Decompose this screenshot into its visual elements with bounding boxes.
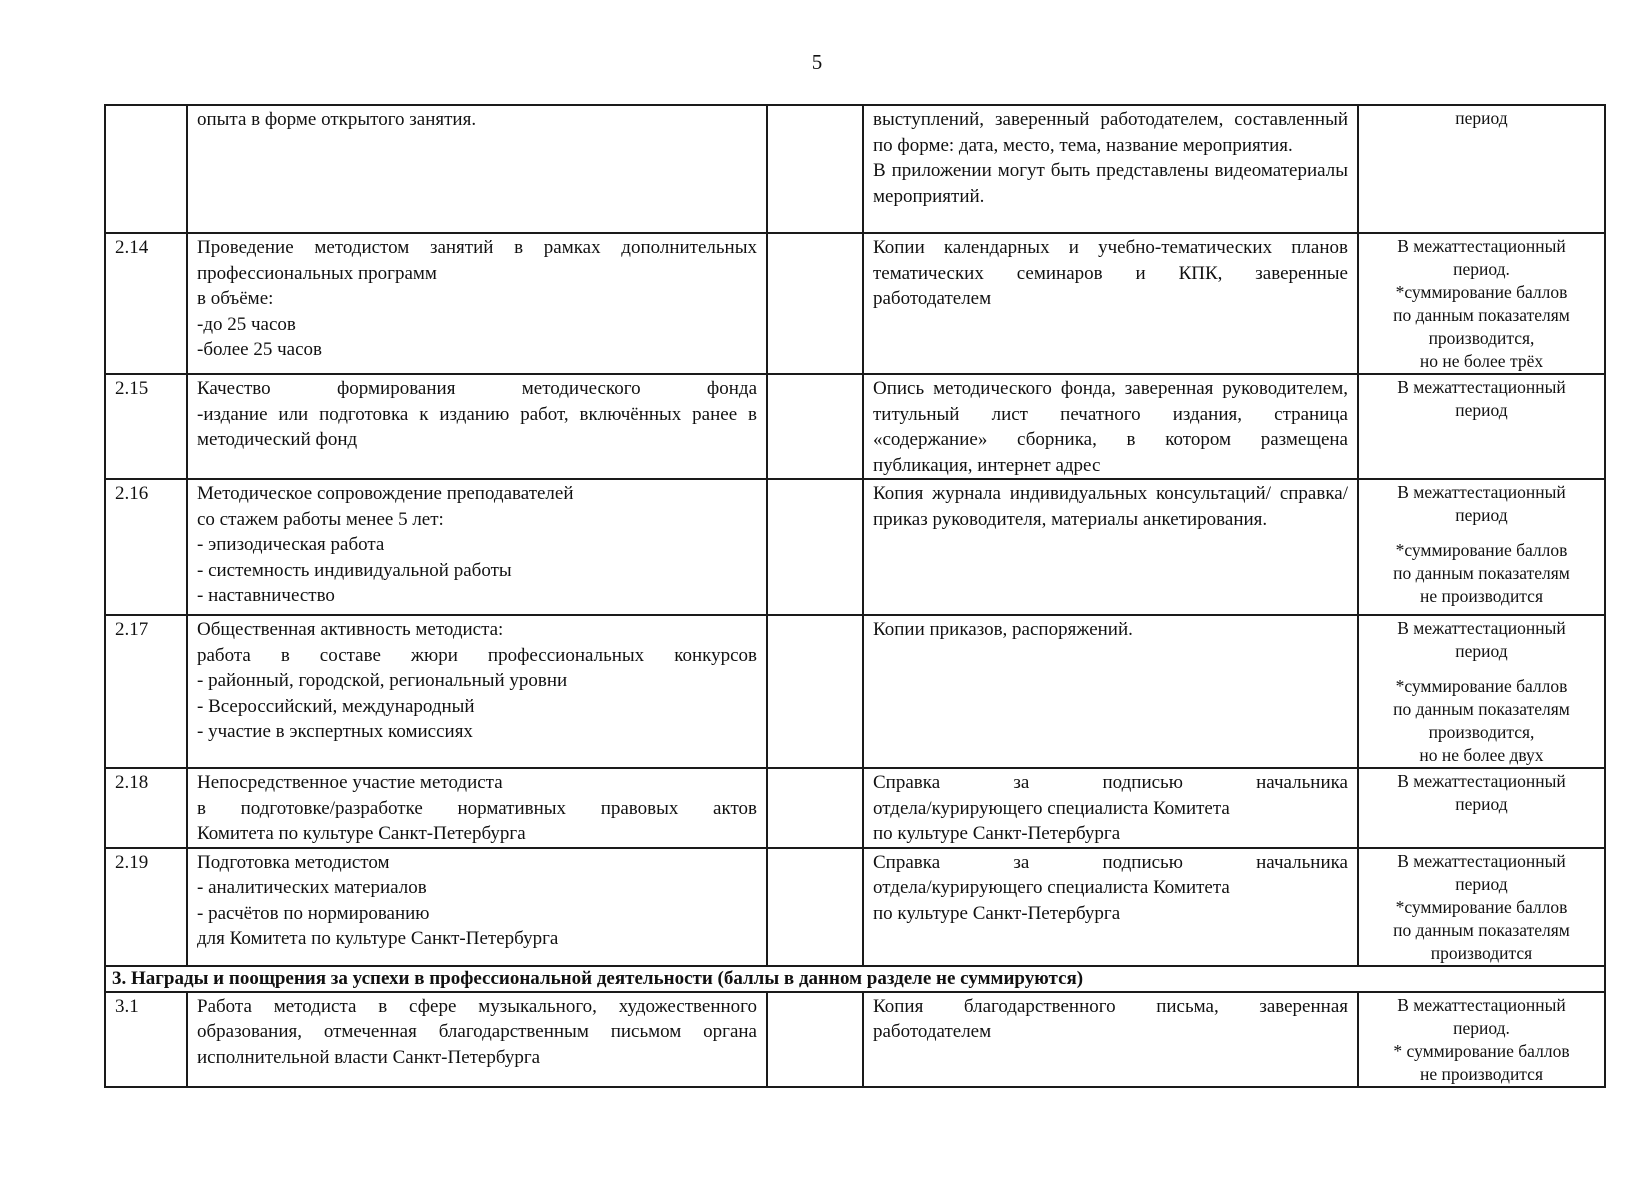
criterion-cell	[187, 374, 767, 479]
period-cell	[1358, 768, 1605, 848]
table-row	[105, 233, 1605, 374]
score-cell	[767, 479, 863, 615]
period-gap	[1368, 663, 1595, 675]
documents-cell	[863, 615, 1358, 768]
period-line: период	[1455, 873, 1508, 894]
period-line: но не более трёх	[1419, 351, 1544, 371]
period-gap	[1368, 527, 1595, 539]
score-cell	[767, 233, 863, 374]
period-cell	[1358, 479, 1605, 615]
period-line: не производится	[1420, 1063, 1543, 1084]
criterion-line: -издание или подготовка к изданию работ, включённых ранее в методический фонд	[197, 403, 757, 450]
row-number: 2.14	[105, 233, 187, 374]
criterion-cell	[187, 992, 767, 1087]
period-line: *суммирование баллов	[1395, 540, 1568, 560]
documents-cell	[863, 374, 1358, 479]
documents-cell	[863, 105, 1358, 233]
score-cell	[767, 992, 863, 1087]
period-line: производится,	[1428, 722, 1535, 742]
table-row	[105, 848, 1605, 966]
criterion-line: Методическое сопровождение преподавателей	[197, 483, 574, 504]
criterion-line: - наставничество	[197, 585, 335, 606]
section-header-row	[105, 966, 1605, 992]
period-cell	[1358, 615, 1605, 768]
table-row	[105, 479, 1605, 615]
documents-line: по культуре Санкт-Петербурга	[873, 902, 1121, 924]
criterion-line: в подготовке/разработке нормативных правовых актов	[197, 797, 757, 819]
period-line: период	[1455, 108, 1508, 128]
period-line: период	[1455, 794, 1508, 814]
row-number: 2.18	[105, 768, 187, 848]
documents-line: Справка за подписью начальника	[873, 851, 1348, 873]
criterion-line: - участие в экспертных комиссиях	[197, 721, 473, 742]
period-line: период	[1455, 400, 1508, 420]
period-line: производится,	[1428, 328, 1535, 348]
score-cell	[767, 374, 863, 479]
period-line: не производится	[1420, 586, 1543, 606]
period-line: по данным показателям	[1393, 699, 1570, 719]
score-cell	[767, 848, 863, 966]
row-number	[105, 105, 187, 233]
criterion-line: для Комитета по культуре Санкт-Петербурга	[197, 928, 559, 949]
row-number: 2.17	[105, 615, 187, 768]
criterion-line: - эпизодическая работа	[197, 534, 385, 555]
score-cell	[767, 768, 863, 848]
criterion-line: Работа методиста в сфере музыкального, художественного образования, отмеченная благодарственным письмом органа исполнительной власти Санкт-Петербурга	[197, 995, 757, 1068]
documents-line: Копия благодарственного письма, заверенная работодателем	[873, 995, 1348, 1042]
criterion-cell	[187, 105, 767, 233]
period-line: по данным показателям	[1393, 919, 1570, 940]
period-line: * суммирование баллов	[1393, 1040, 1570, 1061]
period-cell	[1358, 374, 1605, 479]
criterion-line: Комитета по культуре Санкт-Петербурга	[197, 823, 526, 844]
period-line: *суммирование баллов	[1395, 896, 1568, 917]
period-line: В межаттестационный	[1397, 850, 1566, 871]
criterion-line: Качество формирования методического фонда	[197, 378, 757, 399]
documents-line: Копии календарных и учебно-тематических планов тематических семинаров и КПК, заверенные работодателем	[873, 237, 1348, 309]
criterion-line: - аналитических материалов	[197, 877, 427, 898]
criterion-cell	[187, 768, 767, 848]
period-line: по данным показателям	[1393, 563, 1570, 583]
criterion-line: со стажем работы менее 5 лет:	[197, 508, 444, 530]
period-cell	[1358, 233, 1605, 374]
period-line: В межаттестационный	[1397, 994, 1566, 1015]
period-line: *суммирование баллов	[1395, 676, 1568, 696]
period-line: *суммирование баллов	[1395, 282, 1568, 302]
period-line: В межаттестационный	[1397, 771, 1566, 791]
documents-cell	[863, 992, 1358, 1087]
criterion-line: Общественная активность методиста:	[197, 619, 504, 640]
criterion-line: работа в составе жюри профессиональных конкурсов	[197, 644, 757, 666]
criterion-cell	[187, 615, 767, 768]
criterion-line: в объёме:	[197, 288, 274, 309]
documents-line: Копии приказов, распоряжений.	[873, 619, 1133, 640]
criterion-line: - системность индивидуальной работы	[197, 559, 512, 581]
period-line: период.	[1453, 259, 1510, 279]
documents-line: отдела/курирующего специалиста Комитета	[873, 797, 1230, 819]
row-number: 2.15	[105, 374, 187, 479]
documents-line: Копия журнала индивидуальных консультаций/ справка/приказ руководителя, материалы анкетирования.	[873, 483, 1348, 530]
score-cell	[767, 105, 863, 233]
period-cell	[1358, 848, 1605, 966]
table-row	[105, 615, 1605, 768]
section-title: 3. Награды и поощрения за успехи в профессиональной деятельности (баллы в данном разделе не суммируются)	[105, 966, 1605, 992]
documents-line: Опись методического фонда, заверенная руководителем, титульный лист печатного издания, страница «содержание» сборника, в котором размещена публикация, интернет адрес	[873, 378, 1348, 476]
criterion-line: -до 25 часов	[197, 313, 296, 335]
documents-line: В приложении могут быть представлены видеоматериалы мероприятий.	[873, 160, 1348, 207]
criteria-table	[104, 104, 1606, 1088]
period-line: период.	[1453, 1017, 1510, 1038]
documents-line: выступлений, заверенный работодателем, составленный по форме: дата, место, тема, название мероприятия.	[873, 109, 1348, 156]
table-row	[105, 992, 1605, 1087]
criterion-cell	[187, 848, 767, 966]
row-number: 2.16	[105, 479, 187, 615]
criterion-line: -более 25 часов	[197, 339, 322, 360]
documents-line: Справка за подписью начальника	[873, 772, 1348, 793]
documents-cell	[863, 233, 1358, 374]
documents-cell	[863, 768, 1358, 848]
period-cell	[1358, 992, 1605, 1087]
criterion-cell	[187, 233, 767, 374]
period-line: но не более двух	[1419, 745, 1544, 765]
period-line: период	[1455, 505, 1508, 525]
table-row	[105, 374, 1605, 479]
row-number: 2.19	[105, 848, 187, 966]
page-number: 5	[811, 50, 823, 74]
table-row	[105, 768, 1605, 848]
period-line: В межаттестационный	[1397, 482, 1566, 502]
row-number: 3.1	[105, 992, 187, 1087]
documents-line: по культуре Санкт-Петербурга	[873, 823, 1121, 844]
criterion-cell	[187, 479, 767, 615]
table-row	[105, 105, 1605, 233]
criterion-line: Подготовка методистом	[197, 851, 390, 873]
criterion-line: опыта в форме открытого занятия.	[197, 109, 477, 130]
period-line: период	[1455, 641, 1508, 661]
period-line: производится	[1430, 942, 1533, 963]
documents-line: отдела/курирующего специалиста Комитета	[873, 877, 1230, 898]
criterion-line: - Всероссийский, международный	[197, 695, 475, 717]
criterion-line: Непосредственное участие методиста	[197, 772, 503, 793]
criterion-line: Проведение методистом занятий в рамках дополнительных профессиональных программ	[197, 237, 757, 284]
documents-cell	[863, 479, 1358, 615]
score-cell	[767, 615, 863, 768]
period-line: В межаттестационный	[1397, 236, 1566, 256]
period-line: В межаттестационный	[1397, 618, 1566, 638]
criterion-line: - расчётов по нормированию	[197, 902, 430, 924]
period-line: по данным показателям	[1393, 305, 1570, 325]
criterion-line: - районный, городской, региональный уровни	[197, 670, 568, 691]
period-line: В межаттестационный	[1397, 377, 1566, 397]
documents-cell	[863, 848, 1358, 966]
period-cell	[1358, 105, 1605, 233]
